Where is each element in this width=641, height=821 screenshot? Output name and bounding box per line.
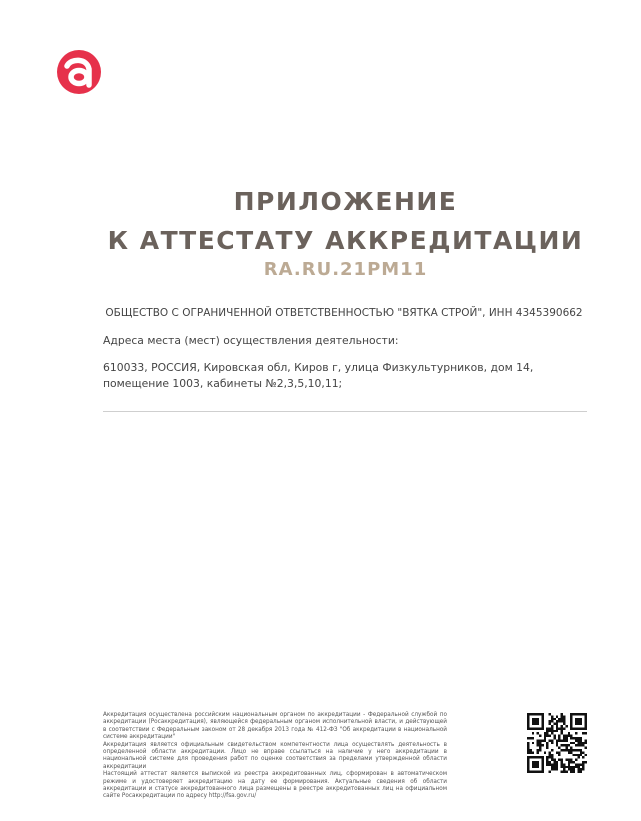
page-subtitle: К АТТЕСТАТУ АККРЕДИТАЦИИ	[107, 226, 584, 255]
footer-paragraph: Аккредитация осуществлена российским национальным органом по аккредитации - Федеральной службой по аккредитации (Росаккредитация), являющейся федеральным органом исполнительной власти, и действующей в соответствии с Федеральным законом от 28 декабря 2013 года № 412-ФЗ "Об аккредитации в национальной системе аккредитации"	[103, 712, 447, 741]
address-label: Адреса места (мест) осуществления деятельности:	[103, 334, 399, 347]
page-title: ПРИЛОЖЕНИЕ	[233, 187, 458, 216]
footer-paragraph: Аккредитация является официальным свидетельством компетентности лица осуществлять деятельность в определенной области аккредитации. Лицо не вправе ссылаться на наличие у него аккредитации в национальной системе для проведения работ по оценке соответствия за пределами утвержденной области аккредитации	[103, 741, 447, 770]
divider	[103, 411, 587, 412]
qr-code-icon[interactable]	[527, 713, 587, 773]
accreditation-logo-icon	[56, 49, 102, 95]
address-text: 610033, РОССИЯ, Кировская обл, Киров г, улица Физкультурников, дом 14, помещение 1003, кабинеты №2,3,5,10,11;	[103, 361, 534, 390]
legal-footer	[103, 712, 447, 801]
organization-name: ОБЩЕСТВО С ОГРАНИЧЕННОЙ ОТВЕТСТВЕННОСТЬЮ "ВЯТКА СТРОЙ", ИНН 4345390662	[105, 307, 583, 319]
registration-number: RA.RU.21PM11	[263, 259, 428, 280]
footer-paragraph: Настоящий аттестат является выпиской из реестра аккредитованных лиц, сформирован в автоматическом режиме и удостоверяет аккредитацию на дату ее формирования. Актуальные сведения об области аккредитации и статусе аккредитованного лица размещены в реестре аккредитованных лиц на официальном сайте Росаккредитации по адресу http://fsa.gov.ru/	[103, 771, 447, 800]
